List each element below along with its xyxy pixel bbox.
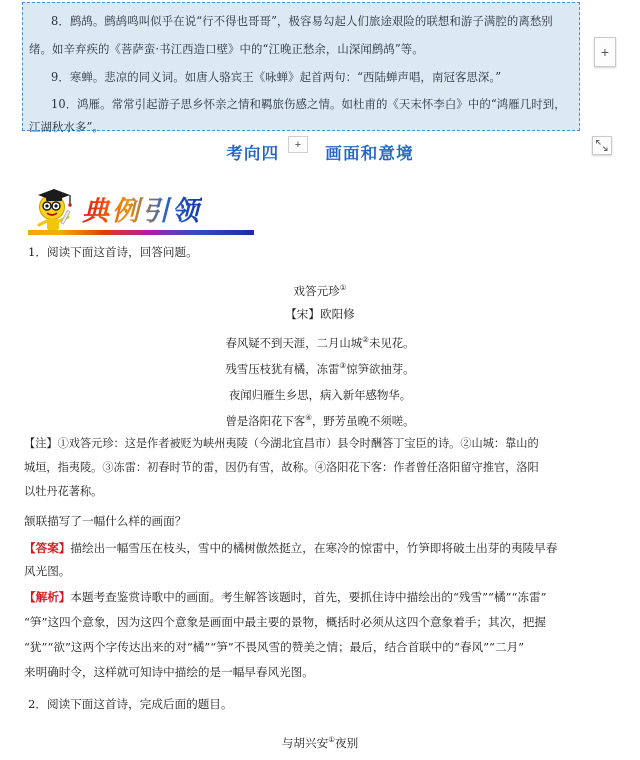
section-heading-title: 画面和意境 — [325, 144, 414, 163]
poem-title-text: 戏答元珍 — [293, 283, 340, 298]
note-line: 【注】①戏答元珍：这是作者被贬为峡州夷陵（今湖北宜昌市）县令时酬答丁宝臣的诗。②山城：靠山的 — [24, 437, 539, 450]
analysis-line: “笋”这四个意象，因为这四个意象是画面中最主要的景物，概括时必须从这四个意象着手；其次，把握 — [24, 615, 546, 629]
poem-line: 曾是洛阳花下客④，野芳虽晚不须嗟。 — [225, 413, 415, 428]
section-heading — [0, 140, 640, 164]
analysis-tag: 【解析】 — [24, 590, 71, 604]
analysis-line: “犹”“欲”这两个字传达出来的对“橘”“笋”不畏风雪的赞美之情；最后，结合首联中的“春风”“二月” — [24, 640, 525, 654]
insert-here-button[interactable]: + — [288, 136, 308, 153]
poem-line: 残雪压枝犹有橘，冻雷③惊笋欲抽芽。 — [225, 361, 415, 376]
selection-line: 10．鸿雁。常常引起游子思乡怀亲之情和羁旅伤感之情。如杜甫的《天末怀李白》中的“鸿雁几时到， — [51, 96, 566, 112]
selection-line: 绪。如辛弃疾的《菩萨蛮·书江西造口壁》中的“江晚正愁余，山深闻鹧鸪”等。 — [29, 41, 424, 57]
poem-title-2: 与胡兴安①夜别 — [281, 735, 359, 750]
note-line: 城垣，指夷陵。③冻雷：初春时节的雷，因仍有雪，故称。④洛阳花下客：作者曾任洛阳留守推官，洛阳 — [24, 461, 539, 474]
selection-line: 9．寒蝉。悲凉的同义词。如唐人骆宾王《咏蝉》起首两句：“西陆蝉声唱，南冠客思深。” — [51, 69, 502, 85]
banner-gradient-bar — [28, 230, 254, 235]
answer-line: 风光图。 — [24, 564, 71, 578]
question-2-stem: 2．阅读下面这首诗，完成后面的题目。 — [28, 697, 233, 711]
section-banner — [26, 183, 256, 239]
poem-author: 【宋】欧阳修 — [285, 307, 355, 321]
analysis-line: 【解析】本题考查鉴赏诗歌中的画面。考生解答该题时，首先，要抓住诗中描绘出的“残雪”“橘”“冻雷” — [24, 590, 547, 604]
poem-line: 夜闻归雁生乡思，病入新年感物华。 — [228, 387, 412, 402]
selection-line: 江湖秋水多”。 — [29, 119, 104, 135]
banner-title: 典例引领 — [82, 189, 202, 228]
question-prompt: 颔联描写了一幅什么样的画面？ — [24, 514, 187, 528]
poem-line: 春风疑不到天涯，二月山城②未见花。 — [225, 335, 415, 350]
poem-title-note-marker: ① — [339, 283, 347, 292]
poem-title — [0, 281, 640, 298]
question-1-stem: 1．阅读下面这首诗，回答问题。 — [28, 245, 198, 259]
answer-tag: 【答案】 — [24, 541, 71, 555]
graduation-cap-mascot-icon — [30, 185, 78, 233]
selection-line: 8．鹧鸪。鹧鸪鸣叫似乎在说“行不得也哥哥”，极容易勾起人们旅途艰险的联想和游子满腔的离愁别 — [51, 13, 553, 29]
answer-line: 【答案】描绘出一幅雪压在枝头，雪中的橘树傲然挺立，在寒冷的惊雷中，竹笋即将破土出芽的夷陵早春 — [24, 541, 558, 555]
add-block-button[interactable]: + — [594, 37, 616, 67]
note-line: 以牡丹花著称。 — [24, 485, 103, 498]
selected-text-block[interactable] — [22, 2, 580, 135]
analysis-line: 来明确时令，这样就可知诗中描绘的是一幅早春风光图。 — [24, 665, 314, 679]
section-heading-prefix: 考向四 — [226, 144, 280, 163]
